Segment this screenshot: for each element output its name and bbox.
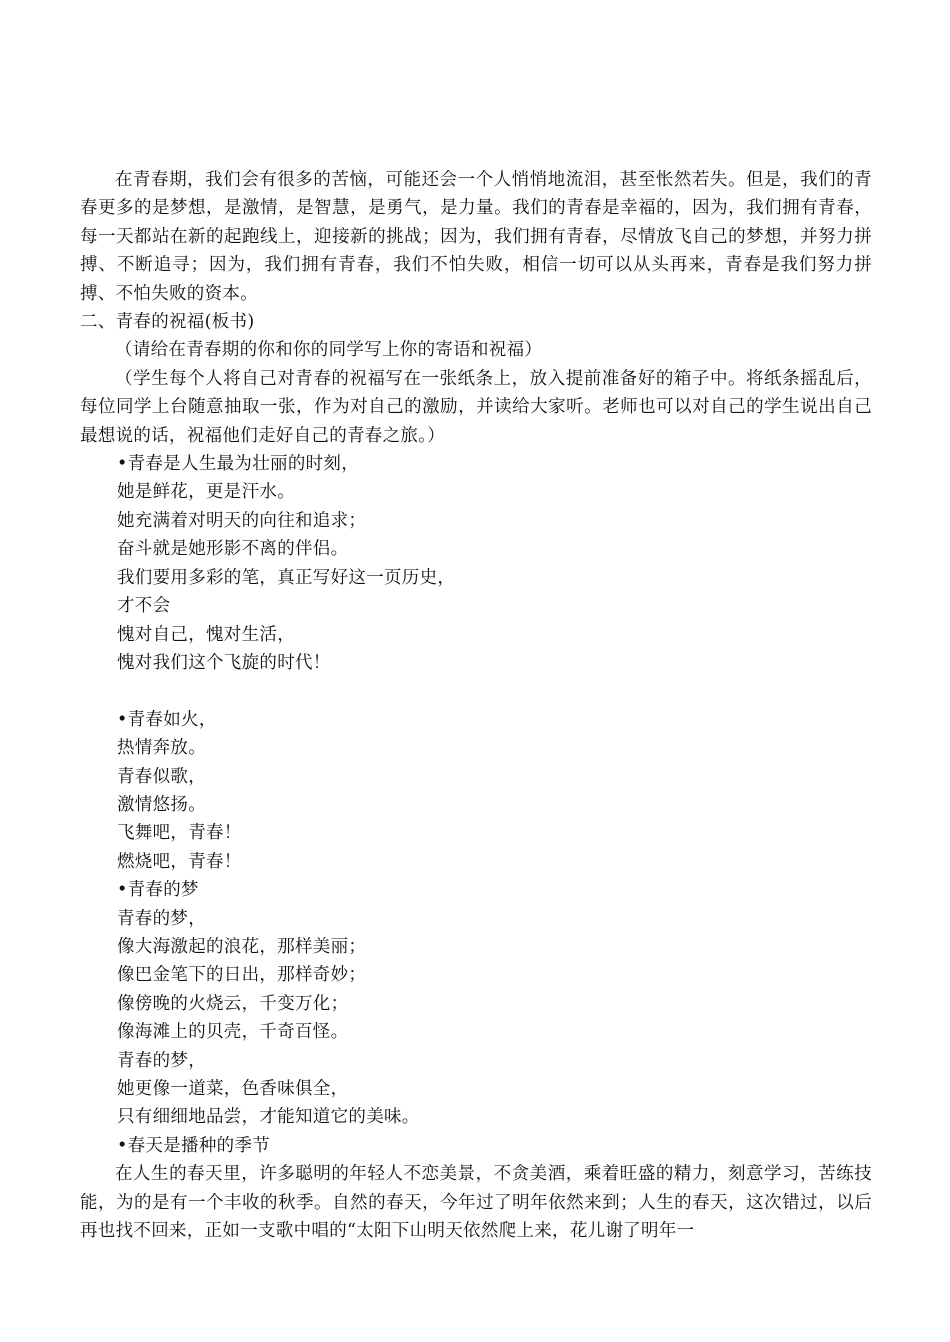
poem-line: 才不会 (117, 596, 171, 617)
instruction-paragraph: （请给在青春期的你和你的同学写上你的寄语和祝福） (115, 340, 543, 361)
poem-line: 像巴金笔下的日出，那样奇妙； (117, 965, 367, 986)
poem-line: •春天是播种的季节 (117, 1135, 271, 1156)
poem-line: 青春的梦， (117, 1050, 206, 1071)
document-page (80, 166, 872, 1245)
poem-line: 奋斗就是她形影不离的伴侣。 (117, 539, 349, 560)
poem-line: •青春是人生最为壮丽的时刻， (117, 454, 360, 475)
poem-line: •青春如火， (117, 709, 217, 730)
poem-line: 像海滩上的贝壳，千奇百怪。 (117, 1022, 349, 1043)
poem-line: 只有细细地品尝，才能知道它的美味。 (117, 1107, 420, 1128)
poem-line: 飞舞吧，青春！ (117, 823, 242, 844)
poem-youth-dream (80, 876, 872, 1160)
poem-line: 我们要用多彩的笔，真正写好这一页历史， (117, 567, 456, 588)
poem-line: 热情奔放。 (117, 738, 206, 759)
poem-line: 像大海激起的浪花，那样美丽； (117, 936, 367, 957)
poem-line: 她是鲜花，更是汗水。 (117, 482, 295, 503)
poem-line: 青春的梦， (117, 908, 206, 929)
poem-line: 她更像一道菜，色香味俱全， (117, 1078, 349, 1099)
poem-line: 愧对自己，愧对生活， (117, 624, 295, 645)
section-heading: 二、青春的祝福(板书) (80, 312, 255, 333)
poem-line: •青春的梦 (117, 880, 199, 901)
poem-line: 燃烧吧，青春！ (117, 851, 242, 872)
intro-paragraph: 在青春期，我们会有很多的苦恼，可能还会一个人悄悄地流泪，甚至怅然若失。但是，我们的青春更多的是梦想，是激情，是智慧，是勇气，是力量。我们的青春是幸福的，因为，我们拥有青春，每一天都站在新的起跑线上，迎接新的挑战；因为，我们拥有青春，尽情放飞自己的梦想，并努力拼搏、不断追寻；因为，我们拥有青春，我们不怕失败，相信一切可以从头再来，青春是我们努力拼搏、不怕失败的资本。 (80, 170, 872, 304)
poem-line: 她充满着对明天的向往和追求； (117, 510, 367, 531)
poem-youth-fire (80, 706, 872, 876)
blank-line (80, 677, 872, 705)
poem-line: 愧对我们这个飞旋的时代！ (117, 652, 331, 673)
poem-youth-glory (80, 450, 872, 677)
poem-line: 激情悠扬。 (117, 794, 206, 815)
poem-line: 青春似歌， (117, 766, 206, 787)
closing-paragraph: 在人生的春天里，许多聪明的年轻人不恋美景，不贪美酒，乘着旺盛的精力，刻意学习，苦练技能，为的是有一个丰收的秋季。自然的春天，今年过了明年依然来到；人生的春天，这次错过，以后再也找不回来，正如一支歌中唱的“太阳下山明天依然爬上来，花儿谢了明年一 (80, 1164, 872, 1242)
poem-line: 像傍晚的火烧云，千变万化； (117, 993, 349, 1014)
activity-paragraph: （学生每个人将自己对青春的祝福写在一张纸条上，放入提前准备好的箱子中。将纸条摇乱后，每位同学上台随意抽取一张，作为对自己的激励，并读给大家听。老师也可以对自己的学生说出自己最想说的话，祝福他们走好自己的青春之旅。） (80, 368, 872, 446)
